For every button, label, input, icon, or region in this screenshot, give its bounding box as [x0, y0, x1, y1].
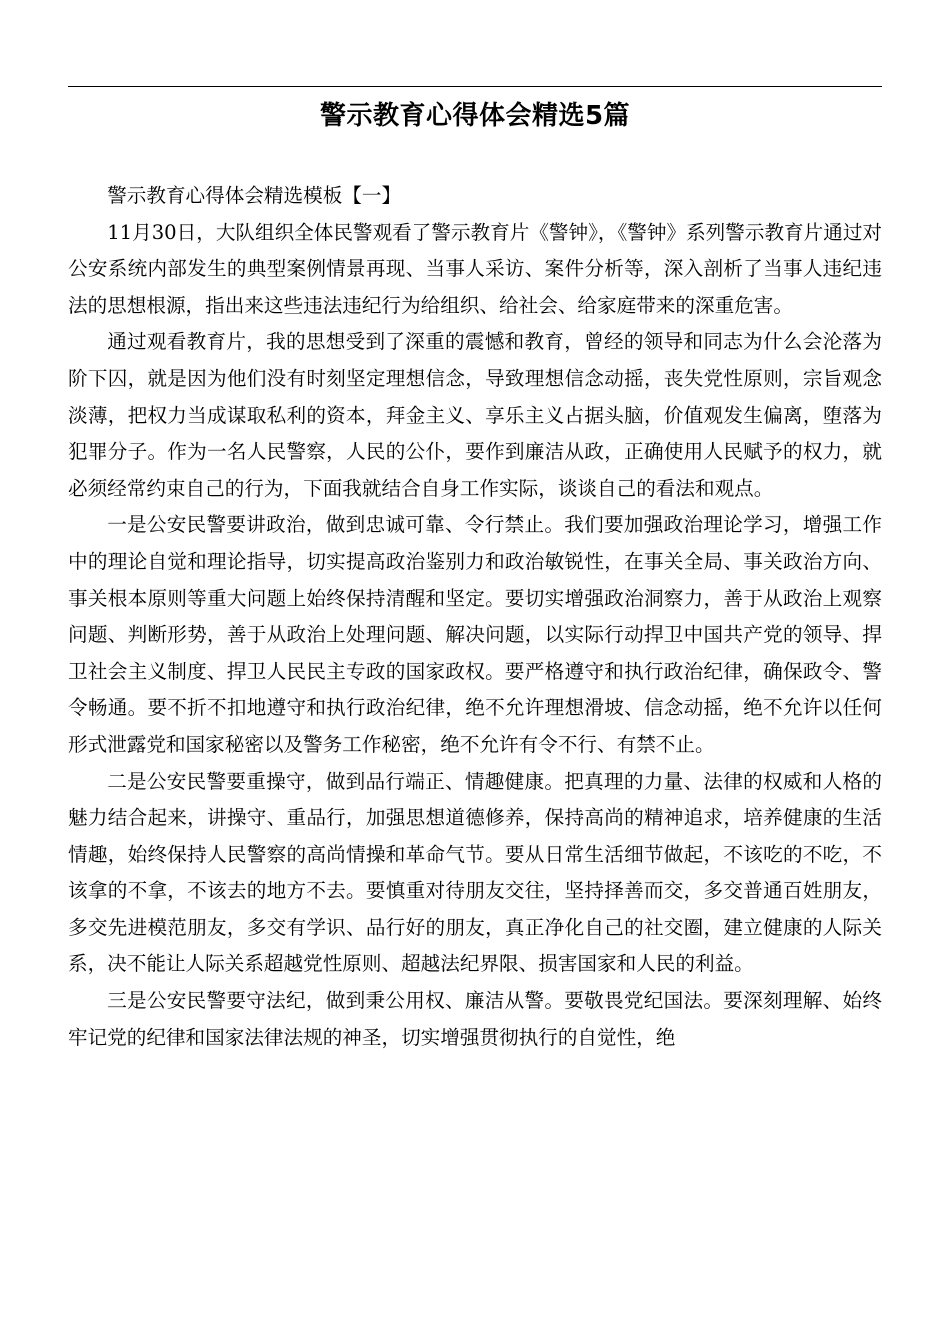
- header-rule: [68, 86, 882, 87]
- paragraph-point-two: 二是公安民警要重操守，做到品行端正、情趣健康。把真理的力量、法律的权威和人格的魅力结合起来，讲操守、重品行，加强思想道德修养，保持高尚的精神追求，培养健康的生活情趣，始终保持人民警察的高尚情操和革命气节。要从日常生活细节做起，不该吃的不吃，不该拿的不拿，不该去的地方不去。要慎重对待朋友交往，坚持择善而交，多交普通百姓朋友，多交先进模范朋友，多交有学识、品行好的朋友，真正净化自己的社交圈，建立健康的人际关系，决不能让人际关系超越党性原则、超越法纪界限、损害国家和人民的利益。: [68, 769, 882, 976]
- document-title: 警示教育心得体会精选5篇: [319, 101, 631, 131]
- section-heading: 警示教育心得体会精选模板【一】: [107, 184, 402, 207]
- paragraph-point-one: 一是公安民警要讲政治，做到忠诚可靠、令行禁止。我们要加强政治理论学习，增强工作中的理论自觉和理论指导，切实提高政治鉴别力和政治敏锐性，在事关全局、事关政治方向、事关根本原则等重大问题上始终保持清醒和坚定。要切实增强政治洞察力，善于从政治上观察问题、判断形势，善于从政治上处理问题、解决问题，以实际行动捍卫中国共产党的领导、捍卫社会主义制度、捍卫人民民主专政的国家政权。要严格遵守和执行政治纪律，确保政令、警令畅通。要不折不扣地遵守和执行政治纪律，绝不允许理想滑坡、信念动摇，绝不允许以任何形式泄露党和国家秘密以及警务工作秘密，绝不允许有令不行、有禁不止。: [68, 513, 882, 756]
- paragraph-point-three: 三是公安民警要守法纪，做到秉公用权、廉洁从警。要敬畏党纪国法。要深刻理解、始终牢记党的纪律和国家法律法规的神圣，切实增强贯彻执行的自觉性，绝: [68, 989, 882, 1049]
- paragraph-reflection: 通过观看教育片，我的思想受到了深重的震憾和教育，曾经的领导和同志为什么会沦落为阶下囚，就是因为他们没有时刻坚定理想信念，导致理想信念动摇，丧失党性原则，宗旨观念淡薄，把权力当成谋取私利的资本，拜金主义、享乐主义占据头脑，价值观发生偏离，堕落为犯罪分子。作为一名人民警察，人民的公仆，要作到廉洁从政，正确使用人民赋予的权力，就必须经常约束自己的行为，下面我就结合自身工作实际，谈谈自己的看法和观点。: [68, 330, 882, 500]
- document-body: [68, 178, 882, 1056]
- paragraph-intro: 11月30日，大队组织全体民警观看了警示教育片《警钟》，《警钟》系列警示教育片通过对公安系统内部发生的典型案例情景再现、当事人采访、案件分析等，深入剖析了当事人违纪违法的思想根源，指出来这些违法违纪行为给组织、给社会、给家庭带来的深重危害。: [68, 220, 883, 317]
